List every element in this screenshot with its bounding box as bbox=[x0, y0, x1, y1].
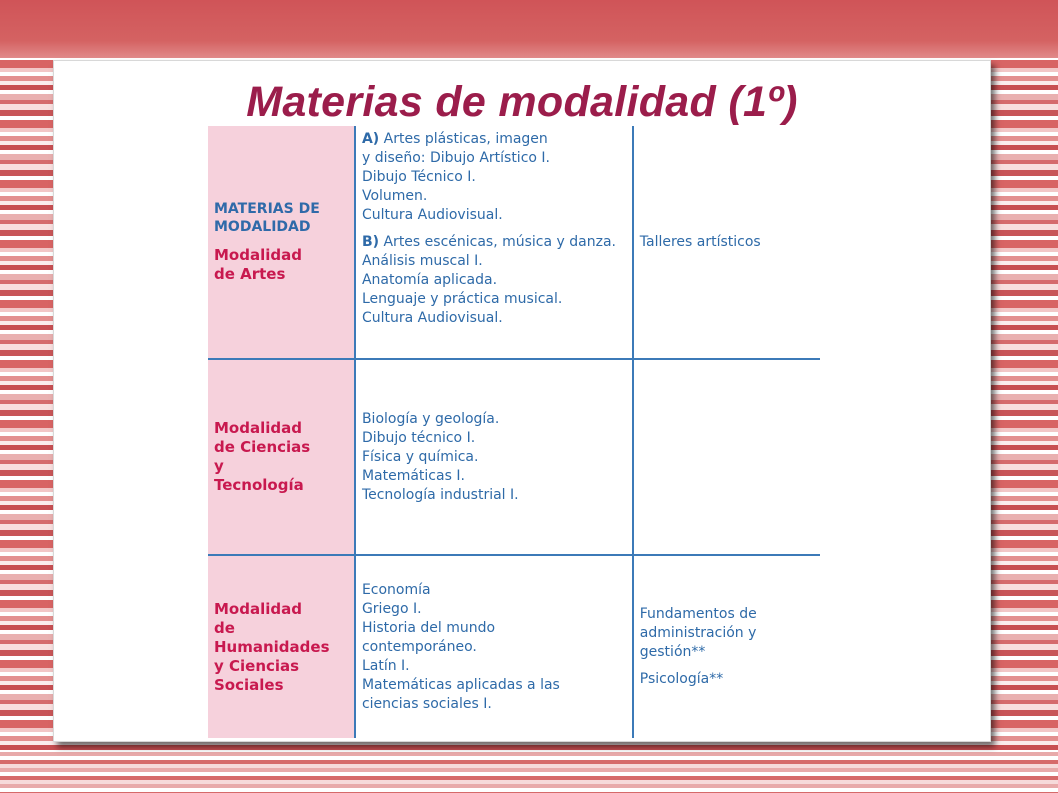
background-top-band bbox=[0, 0, 1058, 58]
table-row bbox=[208, 126, 820, 359]
table-row bbox=[208, 359, 820, 555]
subject-line: ciencias sociales I. bbox=[361, 695, 492, 712]
table-row bbox=[208, 555, 820, 738]
subject-line: contemporáneo. bbox=[361, 638, 477, 655]
subjects-cell-humanidades bbox=[355, 555, 633, 738]
subject-line: Griego I. bbox=[361, 600, 422, 617]
subject-group-b-title: B) Artes escénicas, música y danza. bbox=[361, 234, 616, 250]
slide-panel bbox=[53, 60, 991, 742]
subject-line: Lenguaje y práctica musical. bbox=[361, 291, 563, 307]
subject-line: Análisis muscal I. bbox=[361, 253, 483, 269]
subject-line: Cultura Audiovisual. bbox=[361, 310, 503, 326]
subjects-table-image bbox=[208, 126, 820, 738]
optional-cell-humanidades bbox=[633, 555, 820, 738]
optional-subject: gestión** bbox=[639, 644, 706, 660]
background-bottom-band bbox=[0, 752, 1058, 793]
header-label: MATERIAS DE MODALIDAD bbox=[214, 201, 320, 235]
modality-name: Modalidad de Artes bbox=[214, 246, 302, 283]
optional-subject: Fundamentos de bbox=[639, 606, 757, 622]
subject-line: Latín I. bbox=[361, 657, 410, 674]
subject-line: Matemáticas I. bbox=[361, 467, 465, 484]
modality-cell-ciencias bbox=[208, 359, 355, 555]
optional-subject: Talleres artísticos bbox=[639, 233, 761, 250]
subjects-cell-artes bbox=[355, 126, 633, 359]
subjects-cell-ciencias bbox=[355, 359, 633, 555]
slide-title: Materias de modalidad (1º) bbox=[246, 78, 798, 126]
modality-name: Modalidad de Ciencias y Tecnología bbox=[214, 419, 311, 494]
subject-line: Dibujo Técnico I. bbox=[361, 169, 476, 185]
subject-line: Tecnología industrial I. bbox=[361, 486, 519, 503]
subject-line: Economía bbox=[361, 581, 431, 598]
subject-line: Volumen. bbox=[361, 188, 428, 204]
modality-cell-artes bbox=[208, 126, 355, 359]
modality-cell-humanidades bbox=[208, 555, 355, 738]
subject-group-a-title: A) Artes plásticas, imagen bbox=[361, 131, 548, 147]
subject-line: Biología y geología. bbox=[361, 410, 500, 427]
optional-subject: administración y bbox=[639, 625, 757, 641]
subject-line: Historia del mundo bbox=[361, 619, 496, 636]
subjects-table bbox=[208, 126, 820, 738]
optional-cell-artes bbox=[633, 126, 820, 359]
subject-line: Dibujo técnico I. bbox=[361, 429, 476, 446]
subject-line: Anatomía aplicada. bbox=[361, 272, 498, 288]
optional-cell-ciencias bbox=[633, 359, 820, 555]
subject-line: Matemáticas aplicadas a las bbox=[361, 676, 560, 693]
optional-subject: Psicología** bbox=[639, 671, 724, 687]
subject-line: y diseño: Dibujo Artístico I. bbox=[361, 150, 550, 166]
subject-line: Física y química. bbox=[361, 448, 479, 465]
subject-line: Cultura Audiovisual. bbox=[361, 207, 503, 223]
modality-name: Modalidad de Humanidades y Ciencias Sociales bbox=[214, 599, 330, 694]
